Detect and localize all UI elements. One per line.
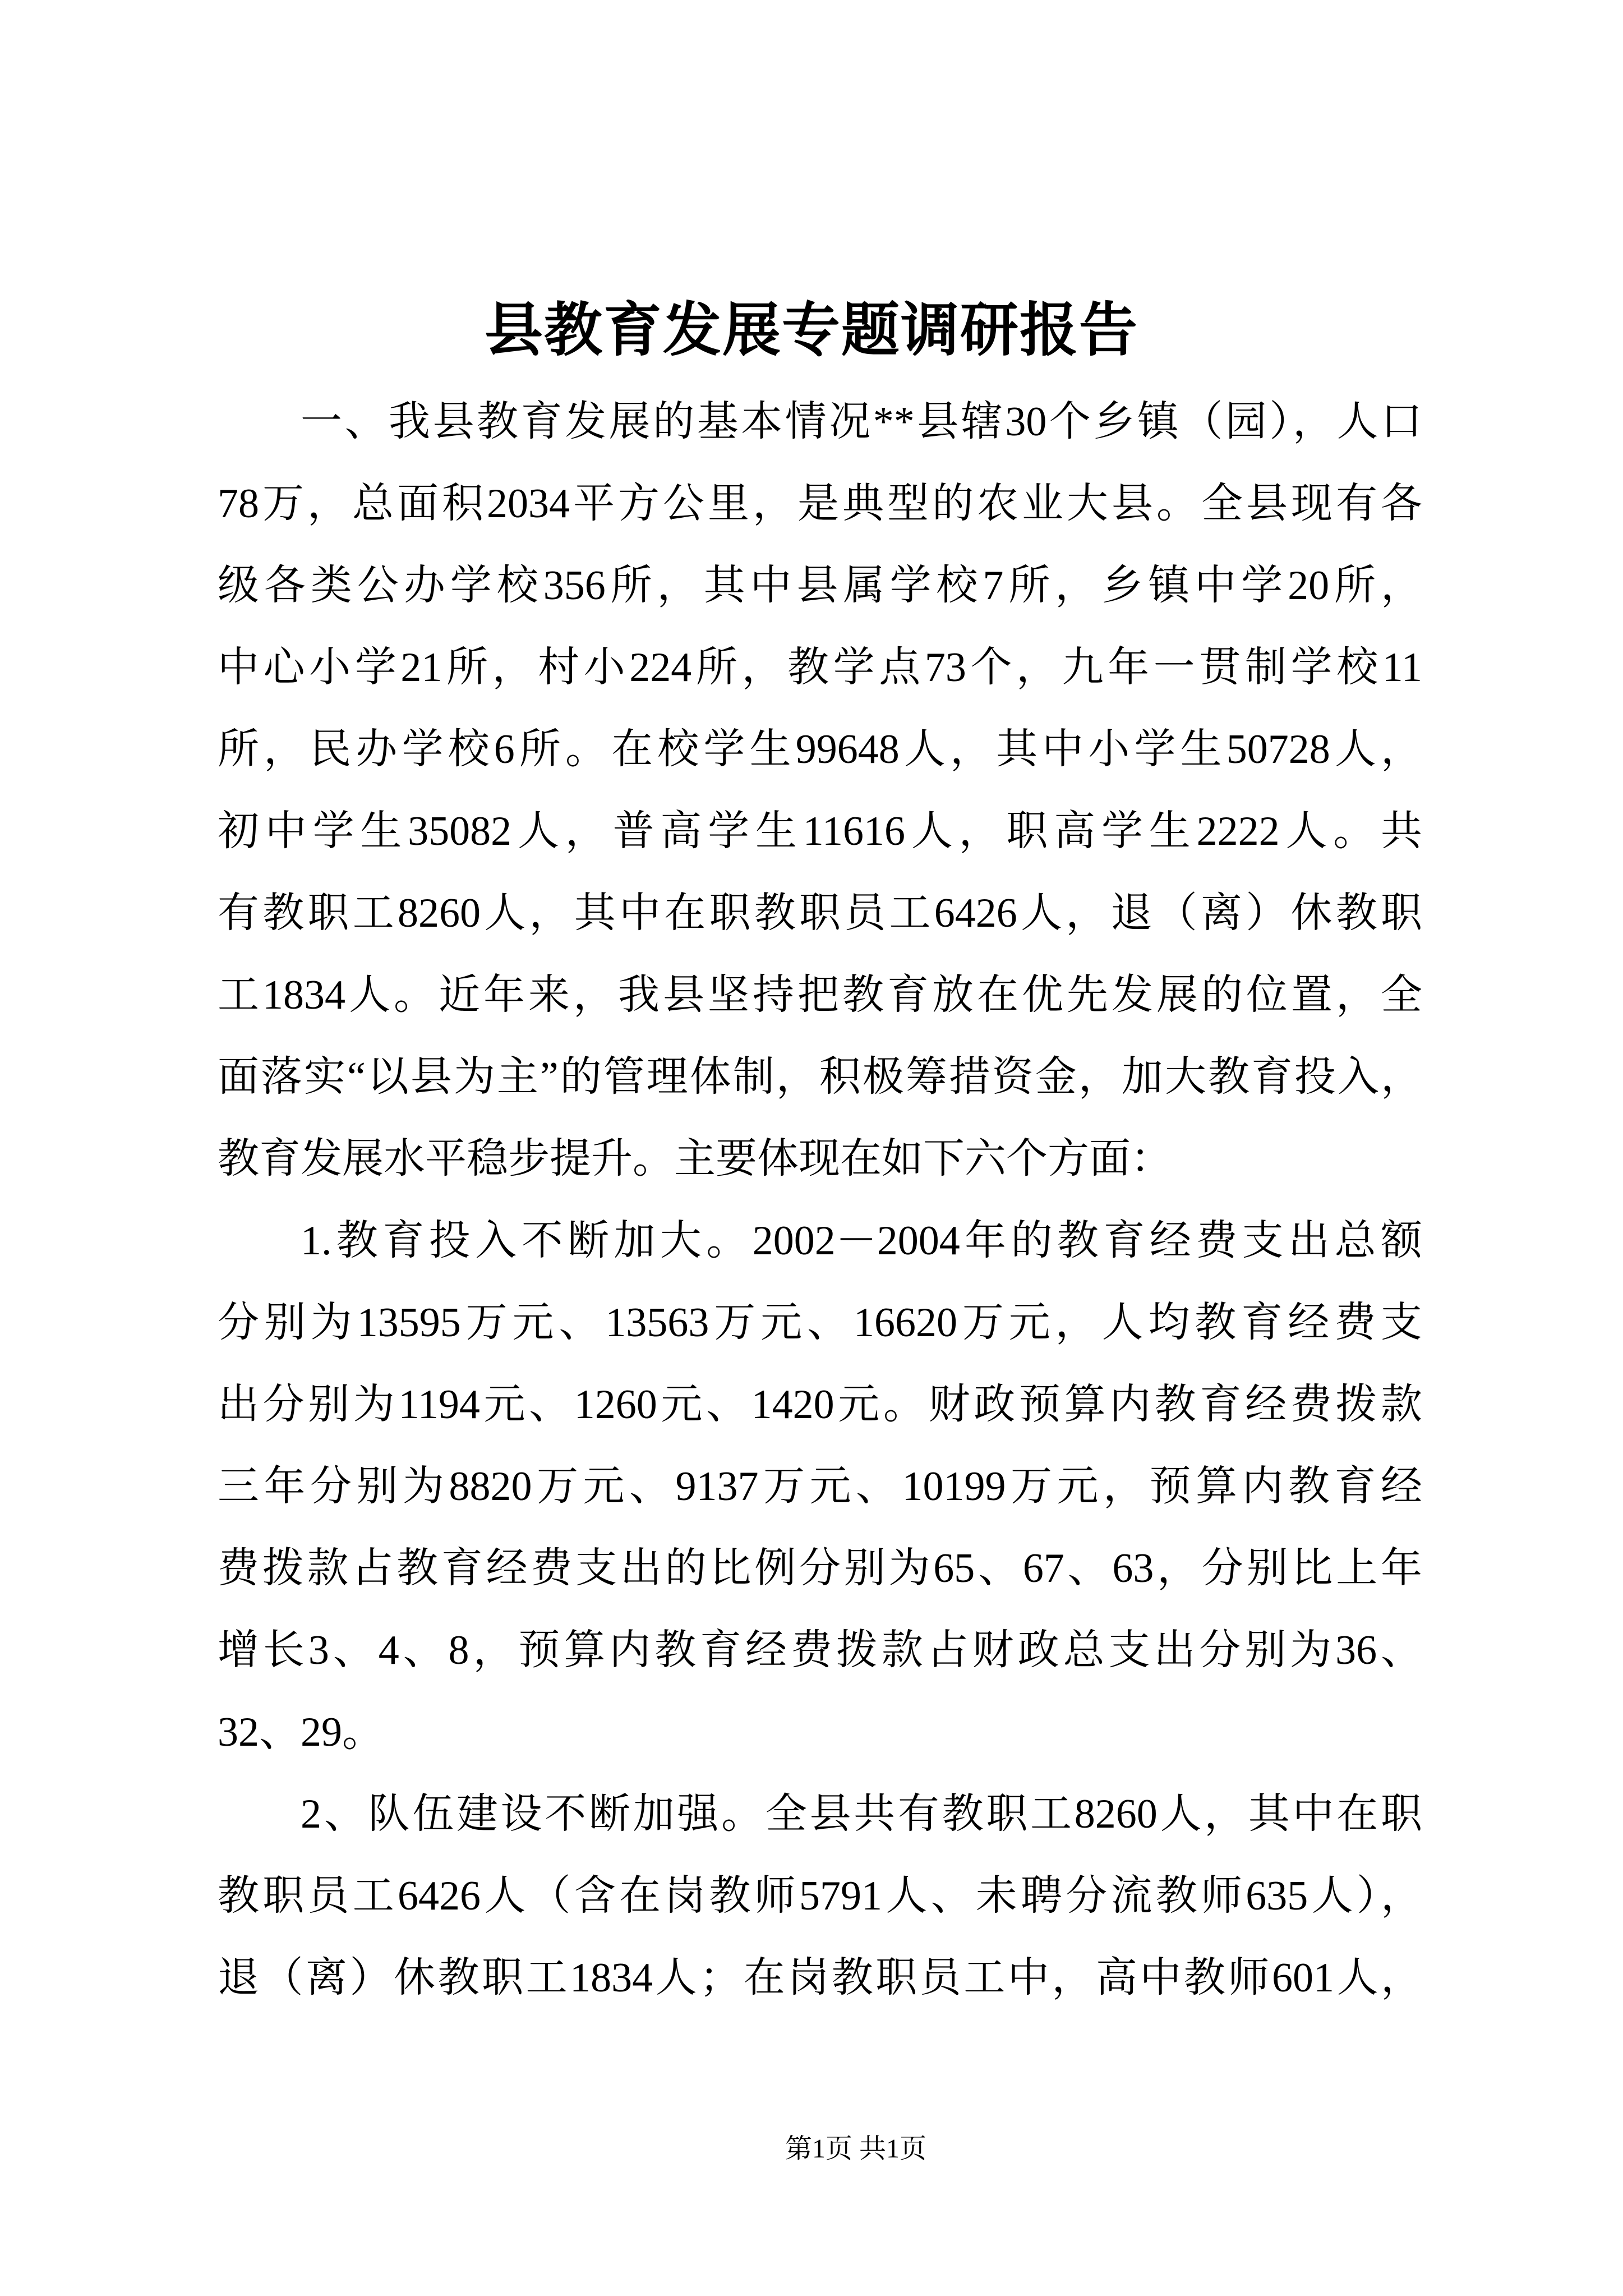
paragraph-line: 有教职工8260人，其中在职教职员工6426人，退（离）休教职 bbox=[218, 890, 1422, 936]
paragraph-line: 面落实“以县为主”的管理体制，积极筹措资金，加大教育投入， bbox=[218, 1054, 1422, 1100]
paragraph-line: 2、队伍建设不断加强。全县共有教职工8260人，其中在职 bbox=[301, 1791, 1422, 1837]
paragraph-line: 增长3、4、8，预算内教育经费拨款占财政总支出分别为36、 bbox=[218, 1627, 1422, 1673]
page-footer: 第1页 共1页 bbox=[785, 2134, 927, 2164]
paragraph-line: 费拨款占教育经费支出的比例分别为65、67、63，分别比上年 bbox=[218, 1545, 1422, 1591]
paragraph-line: 工1834人。近年来，我县坚持把教育放在优先发展的位置，全 bbox=[218, 972, 1422, 1018]
paragraph-line: 分别为13595万元、13563万元、16620万元，人均教育经费支 bbox=[218, 1300, 1422, 1346]
paragraph-line: 32、29。 bbox=[218, 1709, 384, 1755]
paragraph-line: 1.教育投入不断加大。2002－2004年的教育经费支出总额 bbox=[301, 1218, 1422, 1264]
paragraph-staff-building bbox=[218, 1773, 1422, 2019]
paragraph-line: 退（离）休教职工1834人；在岗教职员工中，高中教师601人， bbox=[218, 1955, 1422, 2001]
document-title: 县教育发展专题调研报告 bbox=[484, 298, 1138, 363]
paragraph-line: 初中学生35082人，普高学生11616人，职高学生2222人。共 bbox=[218, 808, 1422, 854]
paragraph-line: 78万，总面积2034平方公里，是典型的农业大县。全县现有各 bbox=[218, 481, 1422, 527]
paragraph-line: 所，民办学校6所。在校学生99648人，其中小学生50728人， bbox=[218, 726, 1422, 772]
paragraph-line: 中心小学21所，村小224所，教学点73个，九年一贯制学校11 bbox=[218, 645, 1422, 691]
paragraph-basic-situation bbox=[218, 381, 1422, 1200]
paragraph-line: 教职员工6426人（含在岗教师5791人、未聘分流教师635人）， bbox=[218, 1873, 1422, 1919]
paragraph-line: 出分别为1194元、1260元、1420元。财政预算内教育经费拨款 bbox=[218, 1382, 1422, 1428]
document-body bbox=[218, 381, 1422, 2019]
paragraph-line: 一、我县教育发展的基本情况**县辖30个乡镇（园），人口 bbox=[301, 399, 1422, 445]
paragraph-line: 级各类公办学校356所，其中县属学校7所，乡镇中学20所， bbox=[218, 563, 1422, 609]
paragraph-line: 教育发展水平稳步提升。主要体现在如下六个方面： bbox=[218, 1136, 1172, 1182]
paragraph-line: 三年分别为8820万元、9137万元、10199万元，预算内教育经 bbox=[218, 1464, 1422, 1510]
paragraph-education-investment bbox=[218, 1200, 1422, 1773]
